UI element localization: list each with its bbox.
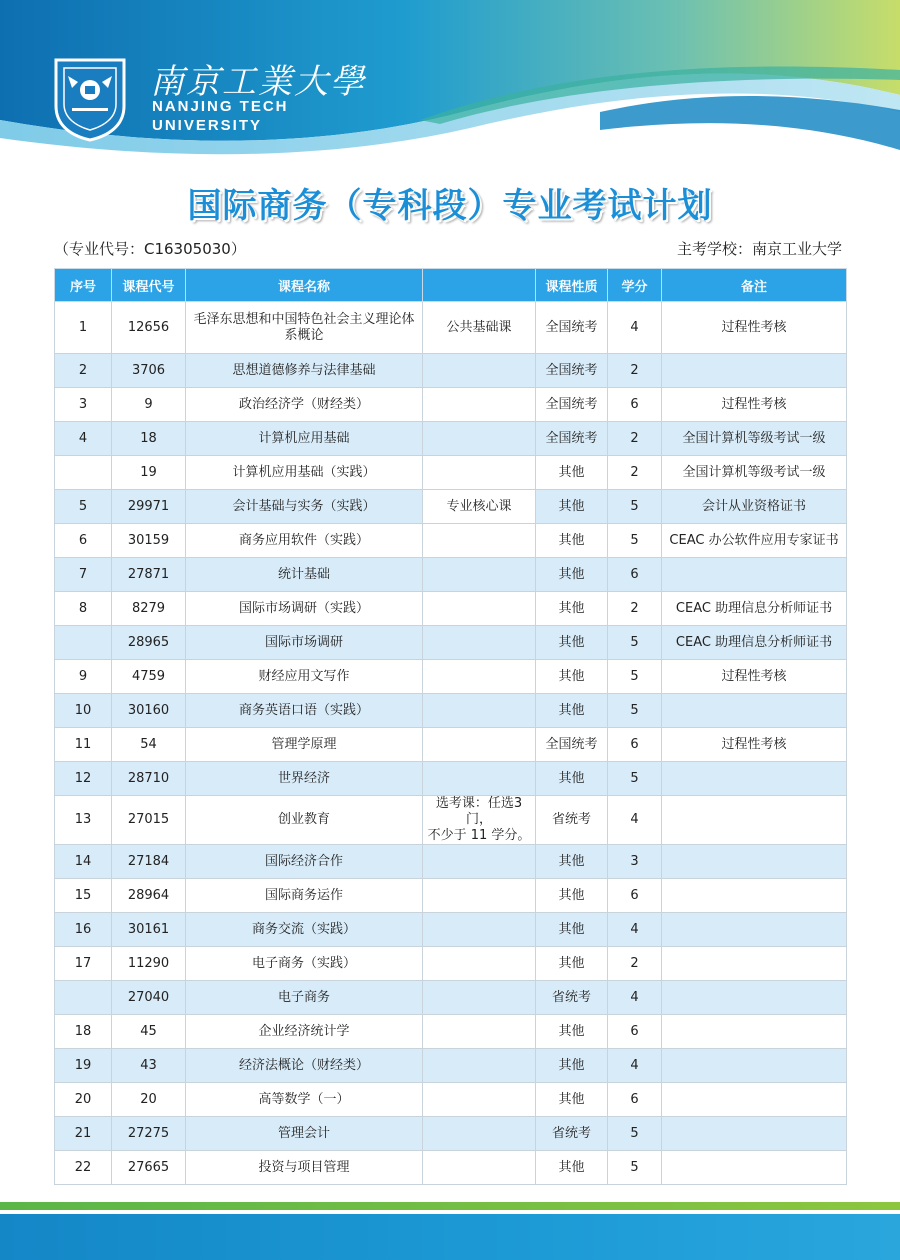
table-row [55, 524, 847, 558]
table-row [55, 1117, 847, 1151]
header-banner [0, 0, 900, 160]
cell-name: 管理会计 [186, 1117, 423, 1151]
cell-name: 国际商务运作 [186, 879, 423, 913]
cell-type [423, 981, 536, 1015]
cell-note [662, 762, 847, 796]
cell-nature: 全国统考 [536, 728, 608, 762]
university-name-en-line2: UNIVERSITY [152, 117, 263, 134]
cell-note [662, 845, 847, 879]
cell-no: 3 [55, 388, 112, 422]
cell-type [423, 845, 536, 879]
cell-no [55, 626, 112, 660]
table-row [55, 947, 847, 981]
cell-credit: 5 [608, 1117, 662, 1151]
cell-nature: 其他 [536, 1049, 608, 1083]
cell-note [662, 1015, 847, 1049]
footer-green-stripe [0, 1202, 900, 1210]
cell-type [423, 660, 536, 694]
cell-note [662, 354, 847, 388]
cell-name: 企业经济统计学 [186, 1015, 423, 1049]
cell-nature: 其他 [536, 1151, 608, 1185]
cell-nature: 全国统考 [536, 302, 608, 354]
cell-note [662, 1083, 847, 1117]
cell-note: 过程性考核 [662, 728, 847, 762]
column-header-nature: 课程性质 [536, 269, 608, 302]
cell-credit: 5 [608, 490, 662, 524]
table-row [55, 1083, 847, 1117]
cell-name: 商务应用软件（实践） [186, 524, 423, 558]
table-row [55, 388, 847, 422]
cell-code: 43 [112, 1049, 186, 1083]
cell-code: 30160 [112, 694, 186, 728]
cell-nature: 全国统考 [536, 422, 608, 456]
cell-code: 11290 [112, 947, 186, 981]
table-row [55, 354, 847, 388]
cell-type [423, 626, 536, 660]
cell-nature: 其他 [536, 660, 608, 694]
cell-nature: 其他 [536, 558, 608, 592]
cell-credit: 5 [608, 524, 662, 558]
cell-name: 电子商务（实践） [186, 947, 423, 981]
university-logo [52, 56, 128, 142]
cell-note [662, 947, 847, 981]
cell-name: 经济法概论（财经类） [186, 1049, 423, 1083]
cell-code: 12656 [112, 302, 186, 354]
cell-nature: 省统考 [536, 1117, 608, 1151]
table-row [55, 660, 847, 694]
cell-nature: 其他 [536, 947, 608, 981]
cell-credit: 4 [608, 796, 662, 845]
column-header-type [423, 269, 536, 302]
cell-credit: 6 [608, 1015, 662, 1049]
cell-note [662, 913, 847, 947]
cell-code: 45 [112, 1015, 186, 1049]
page-title: 国际商务（专科段）专业考试计划 [187, 186, 713, 226]
cell-code: 4759 [112, 660, 186, 694]
cell-note [662, 694, 847, 728]
cell-no: 4 [55, 422, 112, 456]
cell-code: 27184 [112, 845, 186, 879]
cell-credit: 5 [608, 1151, 662, 1185]
cell-nature: 其他 [536, 913, 608, 947]
cell-no: 17 [55, 947, 112, 981]
cell-code: 8279 [112, 592, 186, 626]
table-row [55, 456, 847, 490]
cell-code: 27015 [112, 796, 186, 845]
cell-type [423, 1151, 536, 1185]
cell-credit: 6 [608, 388, 662, 422]
cell-nature: 其他 [536, 456, 608, 490]
cell-code: 30159 [112, 524, 186, 558]
cell-type [423, 728, 536, 762]
cell-nature: 其他 [536, 845, 608, 879]
cell-code: 54 [112, 728, 186, 762]
cell-code: 30161 [112, 913, 186, 947]
column-header-no: 序号 [55, 269, 112, 302]
cell-type [423, 947, 536, 981]
cell-code: 19 [112, 456, 186, 490]
cell-nature: 其他 [536, 524, 608, 558]
column-header-note: 备注 [662, 269, 847, 302]
cell-credit: 4 [608, 302, 662, 354]
table-row [55, 422, 847, 456]
cell-nature: 其他 [536, 694, 608, 728]
banner-background [0, 0, 900, 160]
cell-credit: 5 [608, 660, 662, 694]
cell-credit: 2 [608, 354, 662, 388]
cell-nature: 其他 [536, 1083, 608, 1117]
table-row [55, 1151, 847, 1185]
cell-type: 公共基础课 [423, 302, 536, 354]
cell-code: 27275 [112, 1117, 186, 1151]
cell-code: 27665 [112, 1151, 186, 1185]
cell-type [423, 762, 536, 796]
cell-no: 16 [55, 913, 112, 947]
university-name-cn: 南京工業大學 [150, 62, 366, 102]
cell-note: CEAC 助理信息分析师证书 [662, 592, 847, 626]
cell-no: 13 [55, 796, 112, 845]
cell-name: 财经应用文写作 [186, 660, 423, 694]
cell-name: 电子商务 [186, 981, 423, 1015]
cell-credit: 5 [608, 694, 662, 728]
cell-type: 专业核心课 [423, 490, 536, 524]
cell-code: 3706 [112, 354, 186, 388]
elective-note-line2: 不少于 11 学分。 [427, 828, 531, 843]
cell-type [423, 456, 536, 490]
cell-type [423, 796, 536, 845]
table-row [55, 302, 847, 354]
cell-name: 创业教育 [186, 796, 423, 845]
cell-no: 2 [55, 354, 112, 388]
table-row [55, 879, 847, 913]
cell-no: 19 [55, 1049, 112, 1083]
table-row [55, 1049, 847, 1083]
cell-no: 22 [55, 1151, 112, 1185]
host-school: 主考学校：南京工业大学 [676, 240, 842, 258]
cell-note: 过程性考核 [662, 302, 847, 354]
cell-credit: 2 [608, 422, 662, 456]
cell-note: CEAC 办公软件应用专家证书 [662, 524, 847, 558]
cell-no [55, 456, 112, 490]
column-header-code: 课程代号 [112, 269, 186, 302]
cell-no: 5 [55, 490, 112, 524]
cell-credit: 3 [608, 845, 662, 879]
table-row [55, 728, 847, 762]
cell-credit: 5 [608, 762, 662, 796]
cell-no: 11 [55, 728, 112, 762]
cell-type [423, 1015, 536, 1049]
cell-name: 政治经济学（财经类） [186, 388, 423, 422]
table-row [55, 490, 847, 524]
cell-code: 20 [112, 1083, 186, 1117]
table-row [55, 845, 847, 879]
cell-note: 过程性考核 [662, 660, 847, 694]
cell-type [423, 1083, 536, 1117]
cell-note: 全国计算机等级考试一级 [662, 422, 847, 456]
table-row [55, 796, 847, 845]
cell-note: CEAC 助理信息分析师证书 [662, 626, 847, 660]
cell-no: 8 [55, 592, 112, 626]
cell-note: 过程性考核 [662, 388, 847, 422]
cell-note [662, 796, 847, 845]
cell-note [662, 1117, 847, 1151]
cell-no: 14 [55, 845, 112, 879]
cell-no [55, 981, 112, 1015]
cell-note: 会计从业资格证书 [662, 490, 847, 524]
cell-type [423, 1117, 536, 1151]
cell-no: 12 [55, 762, 112, 796]
university-name-en-line1: NANJING TECH [152, 98, 289, 115]
cell-note [662, 1049, 847, 1083]
cell-code: 9 [112, 388, 186, 422]
major-code: （专业代号：C16305030） [54, 240, 246, 258]
cell-nature: 其他 [536, 626, 608, 660]
cell-credit: 6 [608, 1083, 662, 1117]
cell-no: 10 [55, 694, 112, 728]
cell-credit: 2 [608, 592, 662, 626]
cell-no: 15 [55, 879, 112, 913]
cell-nature: 其他 [536, 490, 608, 524]
table-header-row [55, 269, 847, 302]
cell-name: 管理学原理 [186, 728, 423, 762]
university-seal-icon [52, 56, 128, 142]
cell-note [662, 981, 847, 1015]
cell-type [423, 524, 536, 558]
cell-no: 18 [55, 1015, 112, 1049]
cell-type [423, 592, 536, 626]
cell-nature: 全国统考 [536, 388, 608, 422]
cell-nature: 省统考 [536, 796, 608, 845]
footer-blue-band [0, 1214, 900, 1260]
cell-name: 计算机应用基础 [186, 422, 423, 456]
cell-type [423, 879, 536, 913]
cell-name: 投资与项目管理 [186, 1151, 423, 1185]
cell-code: 28965 [112, 626, 186, 660]
exam-plan-table [54, 268, 847, 1185]
cell-credit: 6 [608, 879, 662, 913]
cell-name: 商务交流（实践） [186, 913, 423, 947]
cell-name: 国际经济合作 [186, 845, 423, 879]
cell-credit: 5 [608, 626, 662, 660]
cell-type [423, 422, 536, 456]
cell-name: 世界经济 [186, 762, 423, 796]
table-row [55, 592, 847, 626]
cell-credit: 4 [608, 1049, 662, 1083]
column-header-credit: 学分 [608, 269, 662, 302]
cell-name: 计算机应用基础（实践） [186, 456, 423, 490]
cell-nature: 其他 [536, 879, 608, 913]
cell-nature: 省统考 [536, 981, 608, 1015]
cell-credit: 4 [608, 913, 662, 947]
cell-credit: 2 [608, 947, 662, 981]
cell-credit: 2 [608, 456, 662, 490]
cell-type [423, 558, 536, 592]
elective-note-line1: 选考课：任选3门， [435, 796, 523, 827]
table-row [55, 626, 847, 660]
table-row [55, 1015, 847, 1049]
cell-note [662, 1151, 847, 1185]
cell-name: 国际市场调研（实践） [186, 592, 423, 626]
cell-name: 统计基础 [186, 558, 423, 592]
cell-name: 会计基础与实务（实践） [186, 490, 423, 524]
cell-name: 国际市场调研 [186, 626, 423, 660]
table-row [55, 558, 847, 592]
cell-code: 28710 [112, 762, 186, 796]
table-row [55, 981, 847, 1015]
cell-credit: 6 [608, 558, 662, 592]
cell-type [423, 354, 536, 388]
cell-no: 20 [55, 1083, 112, 1117]
cell-nature: 其他 [536, 762, 608, 796]
cell-code: 18 [112, 422, 186, 456]
cell-nature: 全国统考 [536, 354, 608, 388]
cell-type [423, 1049, 536, 1083]
cell-code: 27871 [112, 558, 186, 592]
cell-type [423, 694, 536, 728]
cell-no: 7 [55, 558, 112, 592]
cell-code: 28964 [112, 879, 186, 913]
cell-nature: 其他 [536, 1015, 608, 1049]
cell-nature: 其他 [536, 592, 608, 626]
cell-type [423, 913, 536, 947]
cell-note: 全国计算机等级考试一级 [662, 456, 847, 490]
cell-no: 6 [55, 524, 112, 558]
cell-no: 9 [55, 660, 112, 694]
cell-credit: 6 [608, 728, 662, 762]
cell-credit: 4 [608, 981, 662, 1015]
cell-no: 21 [55, 1117, 112, 1151]
cell-code: 27040 [112, 981, 186, 1015]
cell-type [423, 388, 536, 422]
cell-name: 毛泽东思想和中国特色社会主义理论体系概论 [186, 302, 423, 354]
cell-note [662, 558, 847, 592]
table-row [55, 913, 847, 947]
cell-name: 思想道德修养与法律基础 [186, 354, 423, 388]
cell-no: 1 [55, 302, 112, 354]
column-header-name: 课程名称 [186, 269, 423, 302]
cell-note [662, 879, 847, 913]
cell-name: 高等数学（一） [186, 1083, 423, 1117]
cell-code: 29971 [112, 490, 186, 524]
table-row [55, 694, 847, 728]
cell-name: 商务英语口语（实践） [186, 694, 423, 728]
table-row [55, 762, 847, 796]
